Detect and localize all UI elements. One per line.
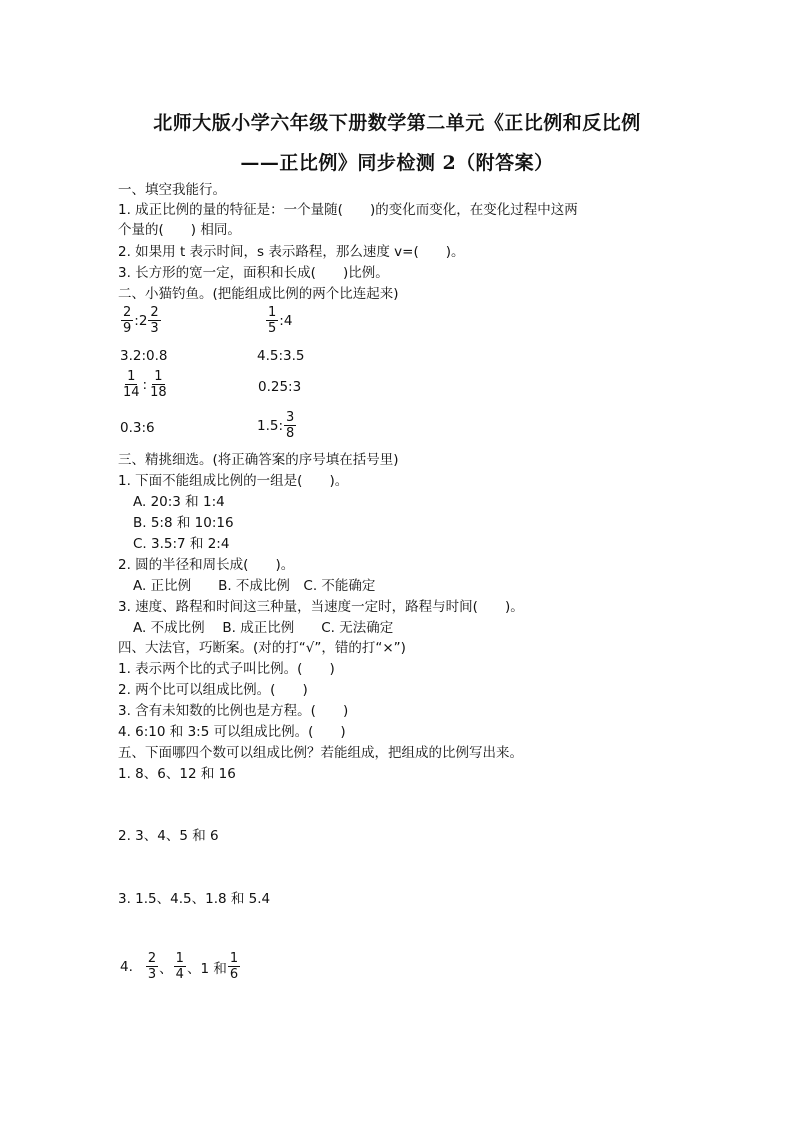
section-4-heading: 四、大法官，巧断案。(对的打“√”，错的打“×”): [118, 640, 406, 656]
fraction: $\frac{1}{5}$: [268, 305, 277, 336]
s4-q4: 4. 6:10 和 3:5 可以组成比例。( ): [118, 724, 346, 740]
s3-q3: 3. 速度、路程和时间这三种量，当速度一定时，路程与时间( )。: [118, 599, 524, 615]
s3-q1-option-b: B. 5:8 和 10:16: [133, 515, 234, 531]
ratio-right-3: 0.25:3: [258, 379, 302, 395]
s5-q1: 1. 8、6、12 和 16: [118, 766, 236, 782]
s4-q1: 1. 表示两个比的式子叫比例。( ): [118, 661, 335, 677]
s3-q1: 1. 下面不能组成比例的一组是( )。: [118, 473, 349, 489]
s1-q2: 2. 如果用 t 表示时间，s 表示路程，那么速度 v=( )。: [118, 244, 465, 260]
fraction: $\frac{1}{14}$: [123, 369, 140, 400]
s3-q3-options: A. 不成比例 B. 成正比例 C. 无法确定: [133, 620, 394, 636]
section-5-heading: 五、下面哪四个数可以组成比例？若能组成，把组成的比例写出来。: [118, 745, 523, 761]
s3-q2: 2. 圆的半径和周长成( )。: [118, 557, 295, 573]
s5-q2: 2. 3、4、5 和 6: [118, 828, 219, 844]
fraction: $\frac{1}{6}$: [229, 951, 239, 982]
s3-q1-option-c: C. 3.5:7 和 2:4: [133, 536, 230, 552]
section-3-heading: 三、精挑细选。(将正确答案的序号填在括号里): [118, 452, 399, 468]
s3-q1-option-a: A. 20:3 和 1:4: [133, 494, 225, 510]
fraction: $\frac{1}{18}$: [150, 369, 167, 400]
fraction: $\frac{2}{3}$: [150, 305, 159, 336]
section-1-heading: 一、填空我能行。: [118, 182, 226, 198]
s5-q4: 4. $\frac{2}{3}$ 、 $\frac{1}{4}$ 、1 和 $\frac{1}{6}$: [120, 951, 239, 982]
fraction: $\frac{2}{3}$: [147, 951, 157, 982]
s1-q3: 3. 长方形的宽一定，面积和长成( )比例。: [118, 265, 389, 281]
ratio-left-2: 3.2:0.8: [120, 348, 168, 364]
fraction: $\frac{2}{9}$: [123, 305, 132, 336]
title-line-2: ——正比例》同步检测 2（附答案）: [240, 152, 554, 174]
fraction: $\frac{1}{4}$: [175, 951, 184, 982]
ratio-left-1: $\frac{2}{9}$ :2 $\frac{2}{3}$: [123, 305, 159, 336]
fraction: $\frac{3}{8}$: [286, 410, 295, 441]
title-line-1: 北师大版小学六年级下册数学第二单元《正比例和反比例: [153, 112, 641, 134]
ratio-right-2: 4.5:3.5: [257, 348, 305, 364]
ratio-left-3: $\frac{1}{14}$ : $\frac{1}{18}$: [123, 369, 167, 400]
s1-q1-line-b: 个量的( ) 相同。: [118, 222, 241, 238]
section-2-heading: 二、小猫钓鱼。(把能组成比例的两个比连起来): [118, 286, 399, 302]
s3-q2-options: A. 正比例 B. 不成比例 C. 不能确定: [133, 578, 376, 594]
ratio-right-4: 1.5: $\frac{3}{8}$: [257, 410, 295, 441]
s5-q3: 3. 1.5、4.5、1.8 和 5.4: [118, 891, 271, 907]
ratio-right-1: $\frac{1}{5}$ :4: [268, 305, 293, 336]
ratio-left-4: 0.3:6: [120, 420, 155, 436]
s4-q2: 2. 两个比可以组成比例。( ): [118, 682, 308, 698]
s1-q1-line-a: 1. 成正比例的量的特征是：一个量随( )的变化而变化，在变化过程中这两: [118, 202, 578, 218]
s4-q3: 3. 含有未知数的比例也是方程。( ): [118, 703, 349, 719]
